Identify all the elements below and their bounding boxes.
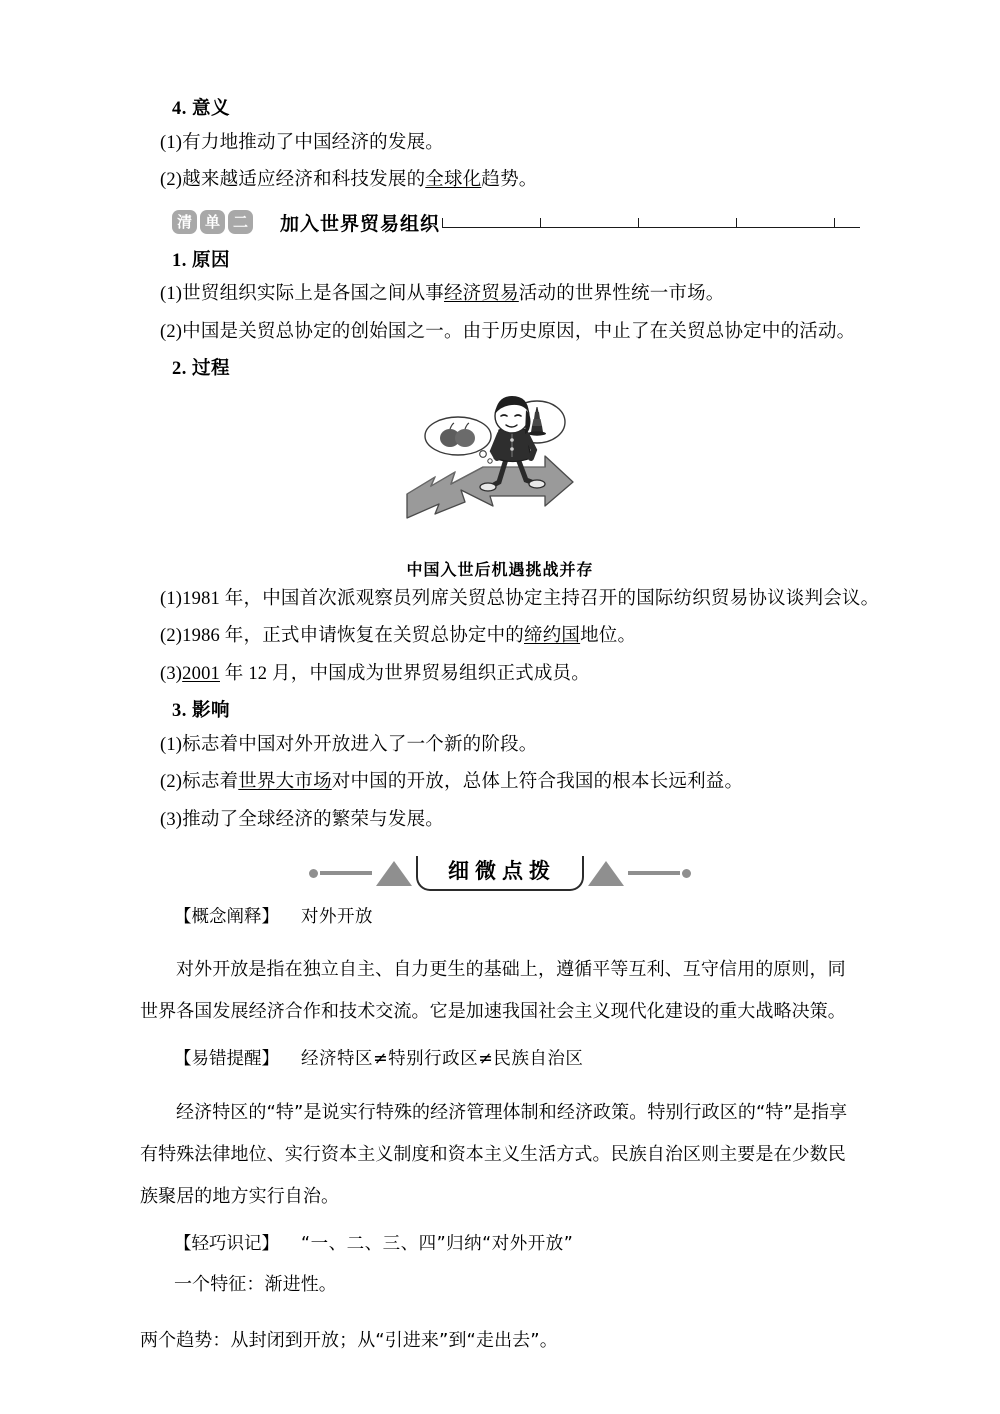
- note-memory-line-2: 两个趋势：从封闭到开放；从“引进来”到“走出去”。: [140, 1330, 558, 1352]
- item-text: 1986 年，正式申请恢复在关贸总协定中的: [182, 626, 524, 646]
- heading-impact-index: 3: [172, 701, 182, 721]
- item-text: 中国是关贸总协定的创始国之一。由于历史原因，中止了在关贸总协定中的活动。: [182, 321, 856, 342]
- item-marker: (1): [160, 132, 183, 153]
- note-tag: 【轻巧识记】: [174, 1233, 279, 1254]
- illustration-figure: [140, 394, 860, 580]
- note-paragraph-concept: [140, 949, 860, 1033]
- list-item: [140, 811, 860, 830]
- note-subject: “一、二、三、四”归纳“对外开放”: [301, 1233, 574, 1254]
- heading-cause-index: 1: [172, 250, 182, 271]
- list-item: [140, 736, 860, 755]
- item-marker: (3): [160, 663, 183, 684]
- item-marker: (1): [160, 588, 183, 609]
- item-text-tail: 活动的世界性统一市场。: [518, 284, 725, 304]
- list-item: [140, 134, 860, 153]
- banner-title: 细微点拨: [416, 856, 584, 891]
- note-memory-line-1: 一个特征：渐进性。: [174, 1274, 337, 1296]
- banner-triangle-left-icon: [372, 858, 416, 888]
- item-text-tail: 对中国的开放，总体上符合我国的根本长远利益。: [331, 772, 744, 792]
- note-subject: 经济特区≠特别行政区≠民族自治区: [301, 1049, 584, 1070]
- list-item: [140, 773, 860, 792]
- clue-badge-icon-1: 清: [172, 210, 197, 234]
- banner-center: [416, 856, 584, 891]
- item-text-tail: 趋势。: [481, 170, 538, 190]
- clue-badge-icon-2: 单: [200, 210, 225, 234]
- note-tag: 【易错提醒】: [174, 1049, 279, 1070]
- note-heading-caution: [140, 1051, 860, 1069]
- item-keyword: 全球化: [425, 170, 482, 190]
- heading-cause-title: 原因: [192, 250, 231, 271]
- item-marker: (1): [160, 734, 183, 755]
- item-text: 世贸组织实际上是各国之间从事: [182, 284, 444, 304]
- list-item: [140, 285, 860, 304]
- note-paragraph-caution: [140, 1092, 860, 1218]
- item-marker: (2): [160, 772, 183, 792]
- heading-process: [140, 360, 860, 379]
- list-item: [140, 588, 880, 609]
- clue-badge-icon-3: 二: [228, 210, 253, 234]
- note-paragraph-text: 对外开放是指在独立自主、自力更生的基础上，遵循平等互利、互守信用的原则，同世界各国发展经济合作和技术交流。它是加速我国社会主义现代化建设的重大战略决策。: [140, 959, 846, 1023]
- heading-meaning: [140, 100, 860, 119]
- heading-impact-title: 影响: [192, 701, 231, 721]
- note-heading-concept: [140, 906, 860, 927]
- list-item: [140, 171, 860, 190]
- clue-header-rule: [442, 218, 860, 228]
- banner-dot-left-icon: [309, 869, 318, 878]
- illustration-caption: 中国入世后机遇挑战并存: [406, 561, 594, 579]
- heading-cause-sep: .: [181, 250, 187, 271]
- heading-process-index: 2: [172, 359, 182, 379]
- item-text: 有力地推动了中国经济的发展。: [182, 132, 444, 153]
- item-keyword: 2001: [182, 663, 220, 684]
- list-item: [140, 323, 860, 342]
- banner-line-left-icon: [320, 871, 372, 875]
- heading-process-sep: .: [181, 359, 187, 379]
- item-text-tail: 地位。: [580, 626, 637, 646]
- heading-meaning-index: 4: [172, 99, 182, 119]
- item-text: 标志着中国对外开放进入了一个新的阶段。: [182, 734, 538, 755]
- cartoon-illustration-icon: [395, 394, 605, 554]
- note-paragraph-text: 经济特区的“特”是说实行特殊的经济管理体制和经济政策。特别行政区的“特”是指享有特殊法律地位、实行资本主义制度和资本主义生活方式。民族自治区则主要是在少数民族聚居的地方实行自治。: [140, 1101, 848, 1207]
- item-text-tail: 年 12 月，中国成为世界贸易组织正式成员。: [219, 663, 590, 684]
- heading-meaning-title: 意义: [192, 99, 231, 119]
- item-marker: (2): [160, 170, 183, 190]
- list-item: [140, 665, 860, 684]
- item-text: 推动了全球经济的繁荣与发展。: [182, 809, 444, 830]
- item-marker: (1): [160, 284, 183, 304]
- note-subject: 对外开放: [301, 906, 373, 927]
- banner-line-right-icon: [628, 871, 680, 875]
- heading-impact: [140, 702, 860, 721]
- item-keyword: 经济贸易: [443, 284, 519, 304]
- item-keyword: 缔约国: [524, 626, 581, 646]
- clue-header: [140, 209, 860, 236]
- heading-cause: [140, 252, 860, 271]
- page-content: [140, 99, 880, 1370]
- item-marker: (3): [160, 809, 183, 830]
- note-tag: 【概念阐释】: [174, 906, 279, 927]
- item-keyword: 世界大市场: [238, 772, 332, 792]
- banner-triangle-right-icon: [584, 858, 628, 888]
- item-text: 标志着: [182, 772, 239, 792]
- banner-dot-right-icon: [682, 869, 691, 878]
- clue-header-title: 加入世界贸易组织: [280, 212, 441, 235]
- heading-process-title: 过程: [192, 359, 231, 379]
- heading-impact-sep: .: [181, 701, 187, 721]
- heading-meaning-sep: .: [181, 99, 187, 119]
- item-text: 越来越适应经济和科技发展的: [182, 170, 426, 190]
- item-marker: (2): [160, 626, 183, 646]
- item-text: 1981 年，中国首次派观察员列席关贸总协定主持召开的国际纺织贸易协议谈判会议。: [182, 588, 880, 609]
- clue-badge-group: [172, 210, 253, 234]
- note-heading-memory: [140, 1233, 860, 1254]
- section-banner: [140, 856, 860, 891]
- list-item: [140, 627, 860, 646]
- item-marker: (2): [160, 321, 183, 342]
